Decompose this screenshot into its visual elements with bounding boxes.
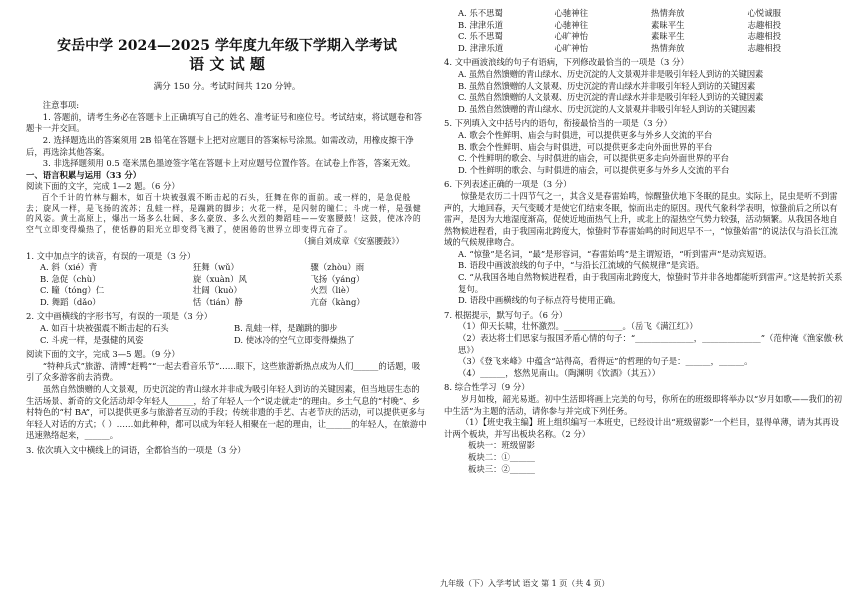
q8-task: （1）【班史我主编】班上组织编写一本班史，已经设计出“班级留影”一个栏目，显得单薄，请为其再设计两个板块，并写出板块名称。（2 分） — [444, 417, 839, 439]
q5-option-b: B. 歌会个性鲜明、庙会与时俱进，可以提供更多走向外面世界的平台 — [458, 141, 713, 152]
q1-option-b: B. 急促（chù） 旋（xuàn）风 飞扬（yáng） — [40, 273, 365, 284]
section-heading: 一、语言积累与运用（33 分） — [26, 169, 142, 180]
reading2-p1: “特种兵式”旅游、清博“赶鸭”“一起去看音乐节”……眼下，这些旅游新热点成为人们______的话题，吸引了众多游客前去消费。 — [26, 360, 421, 383]
reading2-p2: 虽然自然馈赠的人文景观，历史沉淀的青山绿水并非成为吸引年轻人到访的关键因素，但当地居生态的生活场景、新奇的文化活动却令年轻人______，给了年轻人一个“说走就走”的理由。乡土气息的“村晚”、乡村特色的“村 BA”，可以提供更多与旅游者互动的手段；传统非遗的手艺、古老节庆的活动，可以提供更多与年轻人对话的方式；（ ）……如此种种，都可以成为年轻人相聚在一起的理由，让______的年轻人，在旅游中迅速熟络起来，______。 — [26, 384, 427, 441]
q8-intro: 岁月如梭，韶光易逝。初中生活即将画上完美的句号，你所在的班级即将举办以“岁月如歌——我们的初中生活”为主题的活动，请你参与并完成下列任务。 — [444, 394, 842, 416]
board-1: 板块一：班级留影 — [468, 440, 535, 451]
q7-stem: 7. 根据提示，默写句子。（6 分） — [444, 309, 568, 320]
q1-option-a: A. 斜（xié）背 狂舞（wǔ） 骤（zhòu）雨 — [40, 262, 365, 273]
q1-options — [26, 262, 428, 308]
reading2-intro: 阅读下面的文字，完成 3—5 题。（9 分） — [26, 349, 180, 360]
note-3: 3. 非选择题须用 0.5 毫米黑色墨迹签字笔在答题卡上对应题号位置作答。在试卷上作答，答案无效。 — [42, 158, 416, 169]
q3-option-c: C. 乐不思蜀 心旷神怡 素昧平生 志趣相投 — [458, 31, 781, 42]
q3-option-a: A. 乐不思蜀 心驰神往 热情奔放 心悦诚服 — [458, 8, 781, 18]
q5-stem: 5. 下列填入文中括号内的语句，衔接最恰当的一项是（3 分） — [444, 118, 673, 129]
board-3: 板块三：②______ — [468, 463, 535, 474]
q3-option-b: B. 津津乐道 心驰神往 素昧平生 志趣相投 — [458, 19, 781, 30]
q5-option-a: A. 歌会个性鲜明、庙会与时俱进，可以提供更多与外乡人交流的平台 — [458, 129, 713, 140]
q6-option-c: C. “从我国各地自然物候进程看，由于我国南北跨度大，惊蛰时节并非各地都能听到雷声。”这是转折关系复句。 — [458, 272, 843, 294]
q6-stem: 6. 下列表述正确的一项是（3 分） — [444, 179, 572, 190]
q6-passage: 惊蛰是农历二十四节气之一，其含义是春雷始鸣，惊醒蛰伏地下冬眠的昆虫。实际上，昆虫是听不到雷声的，大地回春，天气变暖才是使它们结束冬眠，惊而出走的原因。现代气象科学表明，惊蛰前后之所以有雷声，是因为大地湿度渐高，促使近地面热气上升，或北上的湿热空气势力较强，活动频繁。从我国各地自然物候进程看，由于我国南北跨度大，惊蛰时节春雷始鸣的时间迟早不一，“惊蛰始雷”的说法仅与沿长江流域的气候规律吻合。 — [444, 190, 838, 248]
q4-option-a: A. 虽然自然馈赠的青山绿水、历史沉淀的人文景观并非是吸引年轻人到访的关键因素 — [458, 68, 764, 79]
exam-subtitle: 语 文 试 题 — [189, 54, 265, 73]
q7-item-3: （3）《登飞来峰》中蕴含“站得高，看得远”的哲理的句子是：______，______。 — [458, 356, 753, 367]
q6-option-d: D. 语段中画横线的句子标点符号使用正确。 — [458, 295, 621, 306]
reading1-intro: 阅读下面的文字，完成 1—2 题。（6 分） — [26, 181, 180, 192]
left-column — [26, 8, 428, 457]
q2-stem: 2. 文中画横线的字形书写，有误的一项是（3 分） — [26, 311, 213, 322]
q4-option-b: B. 虽然自然馈赠的人文景观、历史沉淀的青山绿水并非吸引年轻人到访的关键因素 — [458, 80, 756, 91]
board-2: 板块二：①______ — [468, 451, 535, 462]
q1-option-c: C. 瞳（tóng）仁 壮阔（kuò） 火烈（liè） — [40, 285, 355, 296]
q6-option-a: A. “惊蛰”是名词，“最”是形容词，“春雷始鸣”是主谓短语，“听到雷声”是动宾短语。 — [458, 248, 772, 259]
q1-option-d: D. 舞蹈（dǎo） 恬（tián）静 亢奋（kàng） — [40, 296, 365, 307]
reading1-source: （摘自刘成章《安塞腰鼓》） — [299, 235, 404, 246]
q2-option-b: B. 乱蛙一样，是蹦跳的脚步 — [234, 323, 338, 334]
q7-item-4: （4）______，悠然见南山。（陶渊明《饮酒》（其五）） — [458, 367, 661, 378]
q3-option-d: D. 津津乐道 心旷神怡 热情奔放 志趣相投 — [458, 42, 781, 53]
q7-items — [444, 321, 844, 379]
q2-options — [26, 323, 428, 346]
q2-option-c: C. 斗虎一样，是强健的风姿 — [40, 334, 144, 345]
q5-option-c: C. 个性鲜明的歌会、与时俱进的庙会，可以提供更多走向外面世界的平台 — [458, 153, 730, 164]
q3-stem: 3. 依次填入文中横线上的词语，全都恰当的一项是（3 分） — [26, 445, 246, 455]
exam-title: 安岳中学 2024—2025 学年度九年级下学期入学考试 — [57, 38, 397, 54]
q4-stem: 4. 文中画波浪线的句子有语病，下列修改最恰当的一项是（3 分） — [444, 57, 689, 68]
q1-stem: 1. 文中加点字的读音，有误的一项是（3 分） — [26, 250, 196, 261]
q2-option-d: D. 使冰冷的空气立即变得燥热了 — [234, 334, 355, 345]
q7-item-2: （2）表达将士们思家与报国矛盾心情的句子：“______________，______________”（范仲淹《渔家傲·秋思》） — [458, 333, 844, 355]
exam-meta: 满分 150 分。考试时间共 120 分钟。 — [153, 82, 301, 93]
q8-stem: 8. 综合性学习（9 分） — [444, 382, 530, 393]
q8-boards — [444, 440, 844, 475]
q5-option-d: D. 个性鲜明的歌会、与时俱进的庙会，可以提供更多与外乡人交流的平台 — [458, 164, 730, 175]
q4-option-c: C. 虽然自然馈赠的人文景观、历史沉淀的青山绿水并非是吸引年轻人到访的关键因素 — [458, 92, 764, 103]
q6-option-b: B. 语段中画波浪线的句子中，“与沿长江流域的气候规律”是宾语。 — [458, 260, 705, 271]
page-footer: 九年级（下）入学考试 语文 第 1 页（共 4 页） — [440, 578, 610, 588]
q6-options — [444, 249, 844, 307]
q5-options — [444, 130, 844, 176]
note-2: 2. 选择题选出的答案须用 2B 铅笔在答题卡上把对应题目的答案标号涂黑。如需改动，用橡皮擦干净后，再选涂其他答案。 — [26, 134, 414, 157]
notes-heading: 注意事项: — [42, 100, 80, 111]
q7-item-1: （1）仰天长啸，壮怀激烈。______________。（岳飞《满江红》） — [458, 321, 698, 332]
reading1-passage: 百个千计的竹林与翻木，如百十块被强震不断击起的石头，狂舞在你的面前。或一样的，是急促般去；旋风一样，是飞扬的流苏；乱蛙一样，是蹦跳的脚步；火花一样，是闪射的瞳仁；斗虎一样，是强健的风姿。黄土高原上，爆出一场多么壮阔、多么豪放、多么火烈的舞蹈哇——安塞腰鼓！这鼓，使冰冷的空气立即变得燥热了，使恬静的阳光立即变得飞溅了，使困倦的世界立即变得亢奋了。 — [26, 192, 422, 235]
q4-option-d: D. 虽然自然馈赠的青山绿水、历史沉淀的人文景观并非吸引年轻人到访的关键因素 — [458, 103, 756, 114]
q4-options — [444, 69, 844, 115]
q2-option-a: A. 如百十块被强震不断击起的石头 — [40, 323, 169, 334]
note-1: 1. 答题前，请考生务必在答题卡上正确填写自己的姓名、准考证号和座位号。考试结束，将试题卷和答题卡一并交回。 — [26, 111, 422, 134]
right-column — [444, 8, 844, 475]
